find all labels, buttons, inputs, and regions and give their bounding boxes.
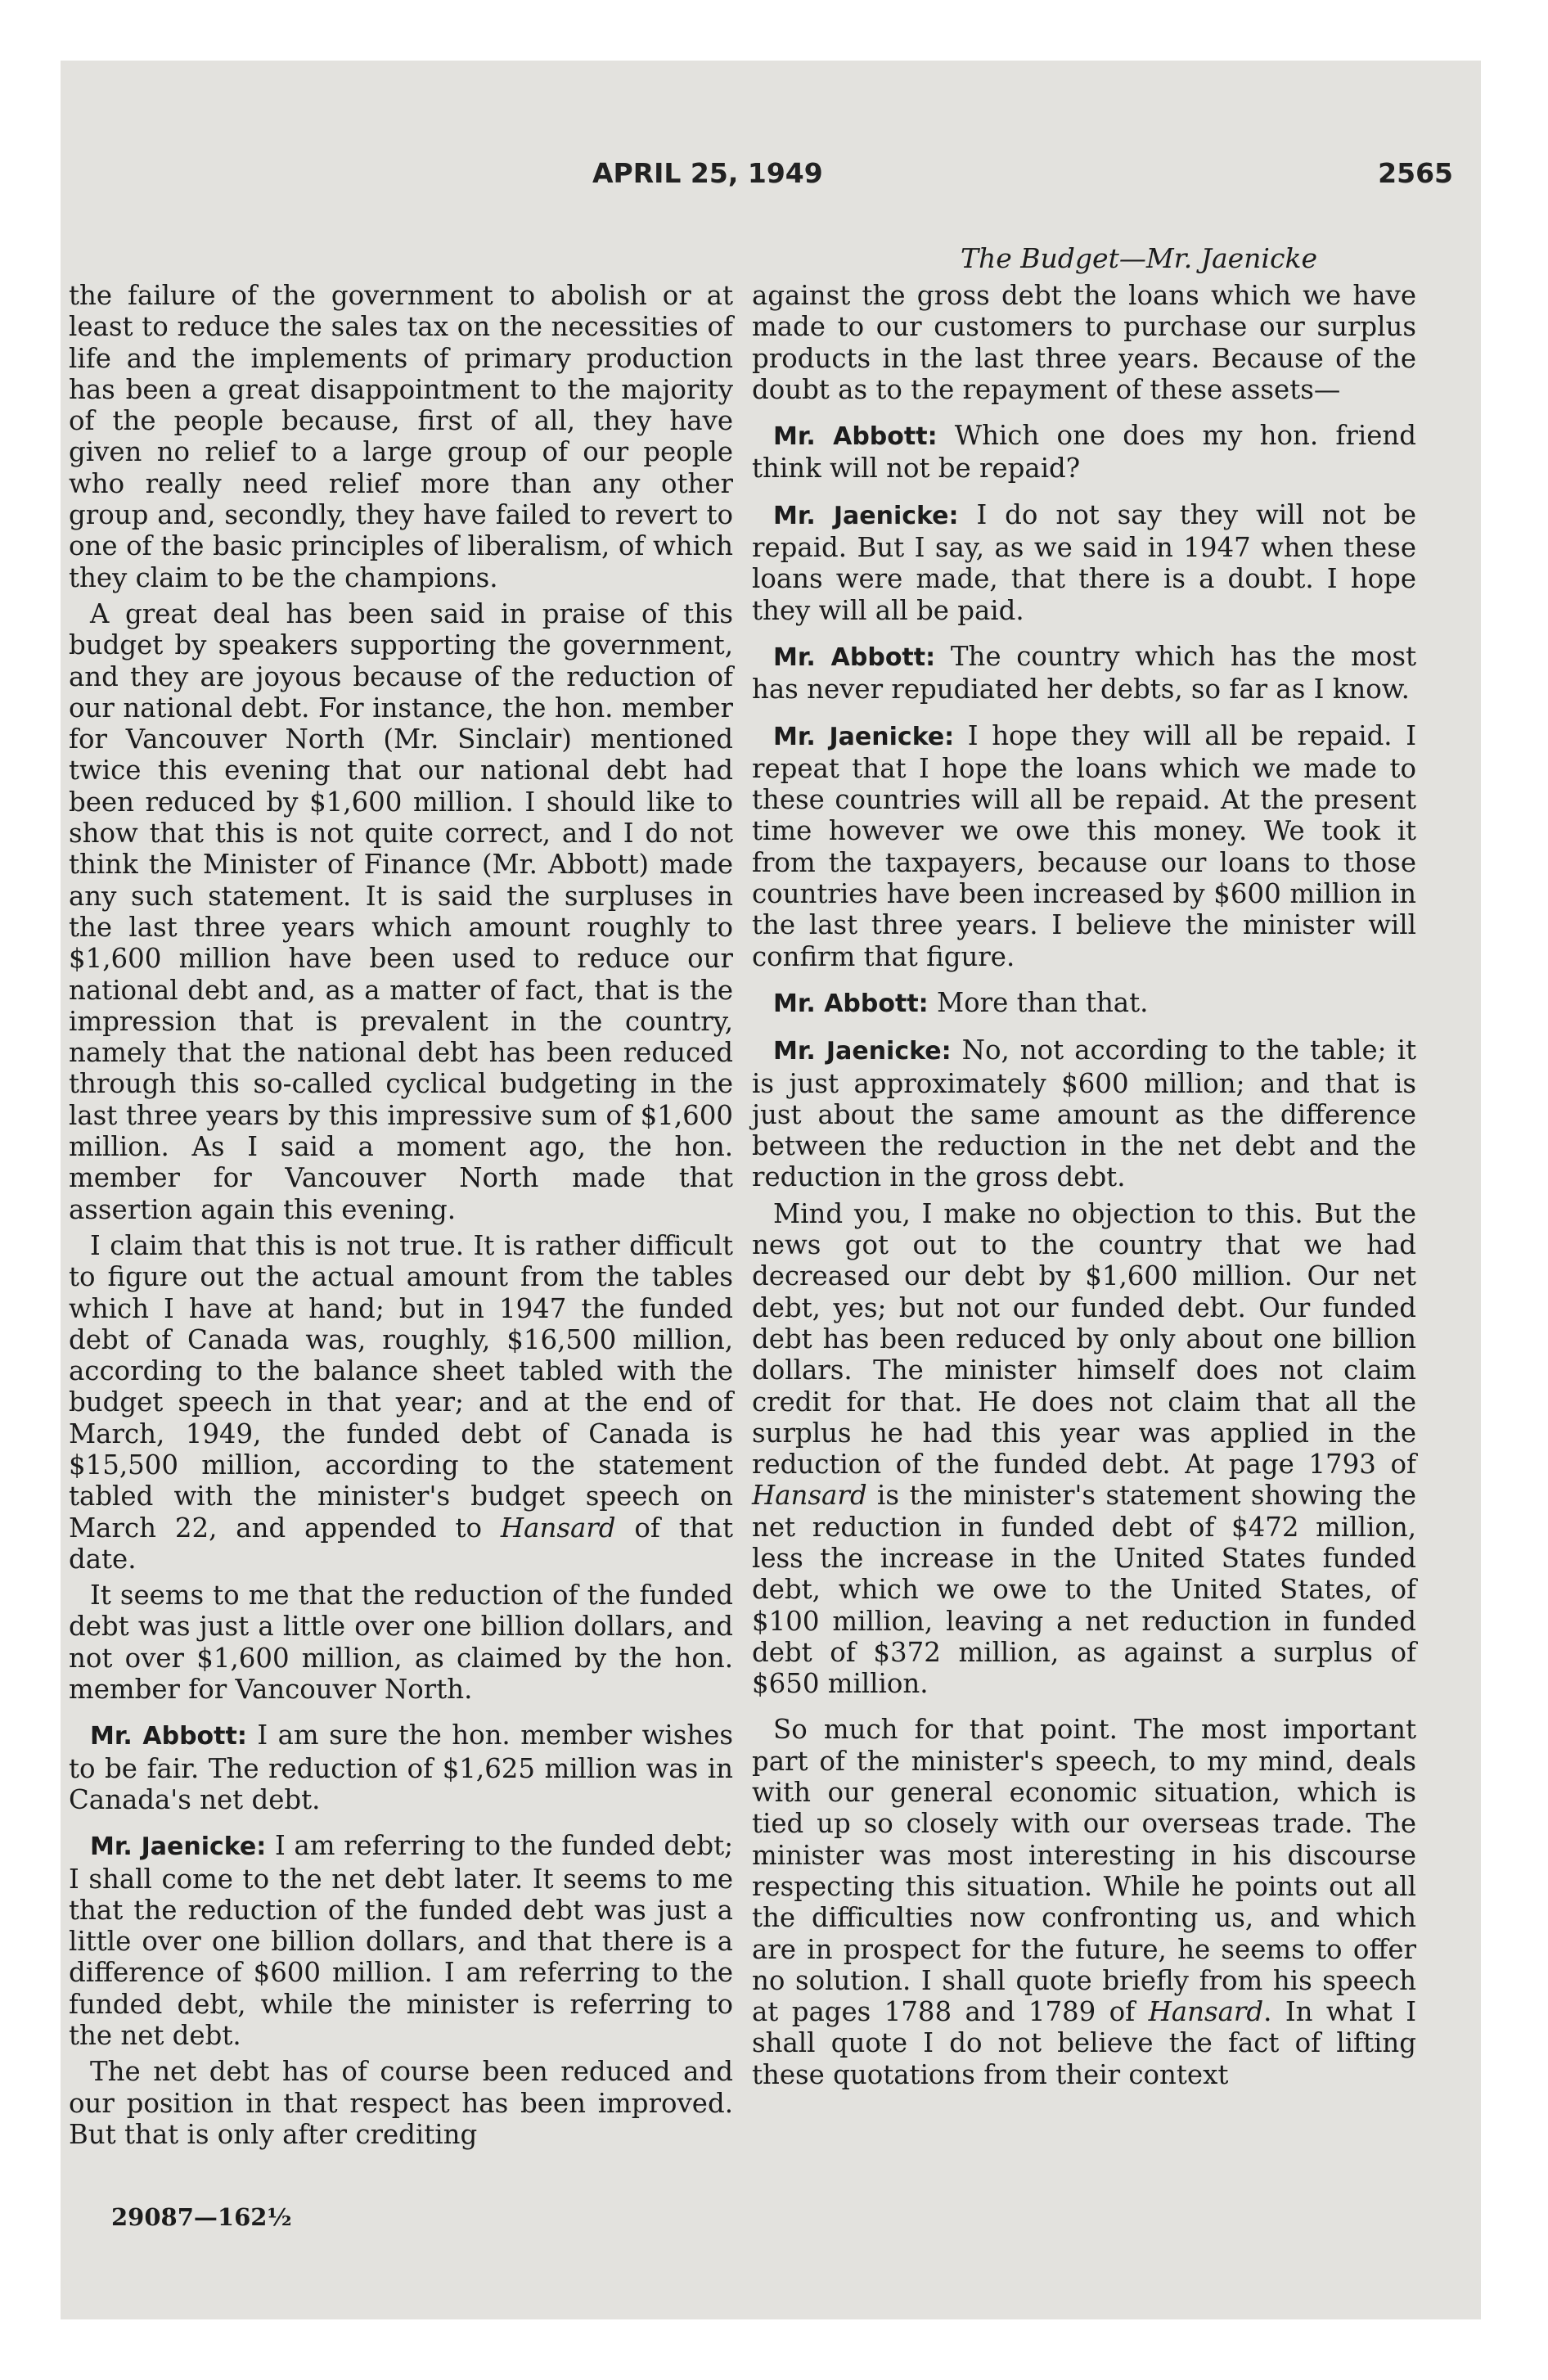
speaker-name: Mr. Abbott: (773, 422, 938, 452)
header-date: APRIL 25, 1949 (592, 157, 823, 189)
speech-jaenicke: Mr. Jaenicke: I am referring to the funded debt; I shall come to the net debt later. It seems to me that the reduction of the funded debt was just a little over one billion dollars, and that there is a difference of $600 million. I am referring to the funded debt, while the minister is referring to the net debt. (69, 1830, 733, 2052)
speaker-name: Mr. Jaenicke: (773, 501, 959, 530)
speech-jaenicke: Mr. Jaenicke: I do not say they will not be repaid. But I say, as we said in 1947 when these loans were made, that there is a doubt. I hope they will all be paid. (752, 498, 1416, 626)
speech-abbott: Mr. Abbott: I am sure the hon. member wishes to be fair. The reduction of $1,625 million was in Canada's net debt. (69, 1720, 734, 1815)
speaker-name: Mr. Abbott: (773, 642, 936, 672)
paragraph: against the gross debt the loans which we have made to our customers to purchase our surplus products in the last three years. Because of the doubt as to the repayment of these assets— (752, 280, 1416, 405)
speech-abbott: Mr. Abbott: More than that. (773, 986, 1149, 1018)
paragraph: The net debt has of course been reduced and our position in that respect has been improved. But that is only after crediting (69, 2056, 733, 2150)
hansard-reference: Hansard (752, 1480, 867, 1512)
left-column (69, 280, 733, 2155)
speech-jaenicke: Mr. Jaenicke: No, not according to the table; it is just approximately $600 million; and that is just about the same amount as the difference between the reduction in the net debt and the reduction in the gross debt. (752, 1034, 1416, 1193)
paragraph: Mind you, I make no objection to this. But the news got out to the country that we had decreased our debt by $1,600 million. Our net debt, yes; but not our funded debt. Our funded debt has been reduced by only about one billion dollars. The minister himself does not claim credit for that. He does not claim that all the surplus he had this year was applied in the reduction of the funded debt. At page 1793 of Hansard is the minister's statement showing the net reduction in funded debt of $472 million, less the increase in the United States funded debt, which we owe to the United States, of $100 million, leaving a net reduction in funded debt of $372 million, as against a surplus of $650 million. (752, 1197, 1416, 1700)
speech-abbott: Mr. Abbott: Which one does my hon. friend think will not be repaid? (752, 420, 1416, 485)
speaker-name: Mr. Jaenicke: (90, 1832, 267, 1862)
speaker-name: Mr. Abbott: (773, 989, 929, 1018)
speech-abbott: Mr. Abbott: The country which has the most has never repudiated her debts, so far as I know. (752, 640, 1417, 705)
right-column (752, 280, 1416, 2095)
paragraph: I claim that this is not true. It is rather difficult to figure out the actual amount from the tables which I have at hand; but in 1947 the funded debt of Canada was, roughly, $16,500 million, according to the balance sheet tabled with the budget speech in that year; and at the end of March, 1949, the funded debt of Canada is $15,500 million, according to the statement tabled with the minister's budget speech on March 22, and appended to Hansard of that date. (69, 1229, 734, 1575)
speaker-name: Mr. Abbott: (90, 1722, 247, 1751)
hansard-reference: Hansard (500, 1512, 616, 1544)
paragraph: It seems to me that the reduction of the funded debt was just a little over one billion dollars, and not over $1,600 million, as claimed by the hon. member for Vancouver North. (69, 1580, 733, 1706)
speech-jaenicke: Mr. Jaenicke: I hope they will all be repaid. I repeat that I hope the loans which we made to these countries will all be repaid. At the present time however we owe this money. We took it from the taxpayers, because our loans to those countries have been increased by $600 million in the last three years. I believe the minister will confirm that figure. (752, 719, 1416, 972)
speaker-name: Mr. Jaenicke: (773, 722, 955, 751)
paragraph: the failure of the government to abolish or at least to reduce the sales tax on the necessities of life and the implements of primary production has been a great disappointment to the majority of the people because, first of all, they have given no relief to a large group of our people who really need relief more than any other group and, secondly, they have failed to revert to one of the basic principles of liberalism, of which they claim to be the champions. (69, 280, 733, 593)
page-number: 2565 (1378, 157, 1453, 189)
document-page (61, 61, 1481, 2319)
page-footer: 29087—162½ (111, 2203, 292, 2231)
running-head: The Budget—Mr. Jaenicke (961, 242, 1317, 274)
speaker-name: Mr. Jaenicke: (773, 1037, 952, 1066)
paragraph: So much for that point. The most important part of the minister's speech, to my mind, deals with our general economic situation, which is tied up so closely with our overseas trade. The minister was most interesting in his discourse respecting this situation. While he points out all the difficulties now confronting us, and which are in prospect for the future, he seems to offer no solution. I shall quote briefly from his speech at pages 1788 and 1789 of Hansard. In what I shall quote I do not believe the fact of lifting these quotations from their context (752, 1714, 1416, 2090)
hansard-reference: Hansard (1148, 1996, 1264, 2028)
paragraph: A great deal has been said in praise of this budget by speakers supporting the government, and they are joyous because of the reduction of our national debt. For instance, the hon. member for Vancouver North (Mr. Sinclair) mentioned twice this evening that our national debt had been reduced by $1,600 million. I should like to show that this is not quite correct, and I do not think the Minister of Finance (Mr. Abbott) made any such statement. It is said the surpluses in the last three years which amount roughly to $1,600 million have been used to reduce our national debt and, as a matter of fact, that is the impression that is prevalent in the country, namely that the national debt has been reduced through this so-called cyclical budgeting in the last three years by this impressive sum of $1,600 million. As I said a moment ago, the hon. member for Vancouver North made that assertion again this evening. (69, 597, 733, 1225)
